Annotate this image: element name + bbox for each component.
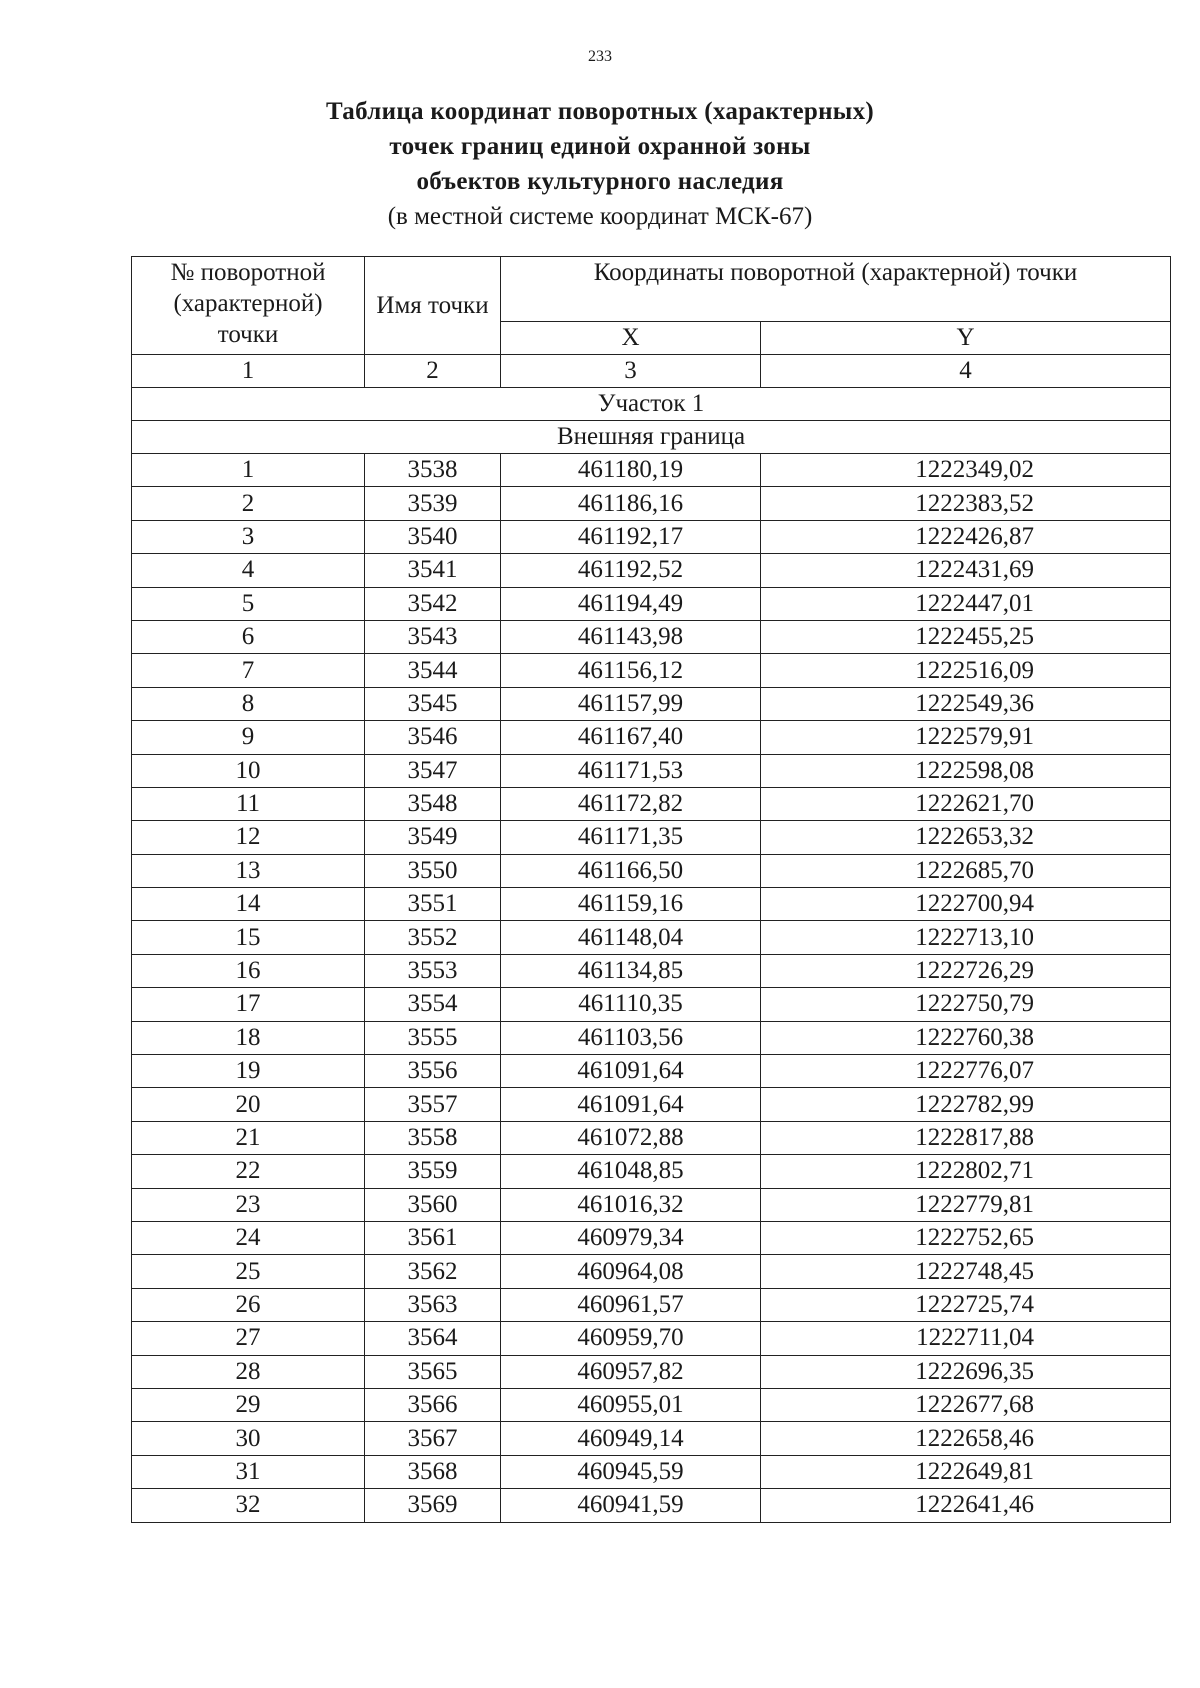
cell-point-number: 1 (132, 454, 365, 487)
cell-point-name: 3560 (365, 1188, 501, 1221)
cell-x: 461072,88 (501, 1121, 761, 1154)
table-row (132, 1088, 1171, 1121)
header-x: X (501, 322, 761, 355)
cell-y: 1222621,70 (761, 787, 1171, 820)
table-row (132, 1255, 1171, 1288)
cell-point-number: 19 (132, 1055, 365, 1088)
cell-y: 1222383,52 (761, 487, 1171, 520)
cell-y: 1222750,79 (761, 988, 1171, 1021)
cell-point-number: 27 (132, 1322, 365, 1355)
document-title (0, 94, 1200, 234)
cell-point-name: 3543 (365, 620, 501, 653)
cell-y: 1222641,46 (761, 1489, 1171, 1522)
cell-x: 461016,32 (501, 1188, 761, 1221)
cell-y: 1222649,81 (761, 1455, 1171, 1488)
cell-point-number: 4 (132, 554, 365, 587)
cell-y: 1222700,94 (761, 888, 1171, 921)
title-line-2: точек границ единой охранной зоны (389, 133, 811, 160)
cell-y: 1222549,36 (761, 687, 1171, 720)
cell-point-name: 3558 (365, 1121, 501, 1154)
cell-y: 1222598,08 (761, 754, 1171, 787)
cell-x: 461110,35 (501, 988, 761, 1021)
header-point-number-text: № поворотной (характерной) точки (170, 259, 326, 348)
cell-point-number: 29 (132, 1388, 365, 1421)
cell-x: 461180,19 (501, 454, 761, 487)
cell-y: 1222658,46 (761, 1422, 1171, 1455)
cell-point-number: 20 (132, 1088, 365, 1121)
cell-y: 1222653,32 (761, 821, 1171, 854)
table-row (132, 1021, 1171, 1054)
cell-point-name: 3552 (365, 921, 501, 954)
column-number-row (132, 355, 1171, 388)
cell-y: 1222776,07 (761, 1055, 1171, 1088)
cell-point-number: 3 (132, 520, 365, 553)
cell-point-name: 3546 (365, 721, 501, 754)
table-row (132, 1221, 1171, 1254)
cell-y: 1222426,87 (761, 520, 1171, 553)
cell-x: 461171,35 (501, 821, 761, 854)
cell-point-number: 12 (132, 821, 365, 854)
section-row (132, 388, 1171, 421)
cell-y: 1222685,70 (761, 854, 1171, 887)
cell-point-name: 3567 (365, 1422, 501, 1455)
cell-point-name: 3554 (365, 988, 501, 1021)
subsection-title: Внешняя граница (132, 421, 1171, 454)
table-row (132, 954, 1171, 987)
cell-point-number: 28 (132, 1355, 365, 1388)
cell-x: 460957,82 (501, 1355, 761, 1388)
cell-x: 461192,17 (501, 520, 761, 553)
table-row (132, 1155, 1171, 1188)
cell-point-number: 30 (132, 1422, 365, 1455)
cell-point-number: 7 (132, 654, 365, 687)
table-row (132, 1188, 1171, 1221)
cell-point-number: 13 (132, 854, 365, 887)
cell-x: 461103,56 (501, 1021, 761, 1054)
cell-y: 1222748,45 (761, 1255, 1171, 1288)
cell-point-number: 5 (132, 587, 365, 620)
table-row (132, 888, 1171, 921)
table-row (132, 1455, 1171, 1488)
cell-point-number: 25 (132, 1255, 365, 1288)
cell-point-name: 3562 (365, 1255, 501, 1288)
cell-point-number: 22 (132, 1155, 365, 1188)
cell-point-number: 23 (132, 1188, 365, 1221)
header-y: Y (761, 322, 1171, 355)
table-row (132, 1422, 1171, 1455)
table-row (132, 487, 1171, 520)
cell-x: 460979,34 (501, 1221, 761, 1254)
cell-y: 1222431,69 (761, 554, 1171, 587)
cell-y: 1222677,68 (761, 1388, 1171, 1421)
table-row (132, 821, 1171, 854)
cell-point-number: 11 (132, 787, 365, 820)
cell-point-name: 3559 (365, 1155, 501, 1188)
cell-point-name: 3555 (365, 1021, 501, 1054)
cell-point-name: 3551 (365, 888, 501, 921)
table-row (132, 554, 1171, 587)
cell-x: 461091,64 (501, 1055, 761, 1088)
cell-point-number: 26 (132, 1288, 365, 1321)
table-row (132, 754, 1171, 787)
cell-point-name: 3568 (365, 1455, 501, 1488)
cell-point-name: 3542 (365, 587, 501, 620)
cell-y: 1222579,91 (761, 721, 1171, 754)
cell-point-number: 31 (132, 1455, 365, 1488)
cell-point-name: 3548 (365, 787, 501, 820)
subsection-row (132, 421, 1171, 454)
table-row (132, 620, 1171, 653)
cell-y: 1222782,99 (761, 1088, 1171, 1121)
coordinates-table (131, 256, 1171, 1523)
cell-point-number: 6 (132, 620, 365, 653)
cell-point-name: 3566 (365, 1388, 501, 1421)
table-row (132, 854, 1171, 887)
cell-point-name: 3545 (365, 687, 501, 720)
cell-x: 461148,04 (501, 921, 761, 954)
header-coordinates: Координаты поворотной (характерной) точки (501, 257, 1171, 322)
cell-y: 1222455,25 (761, 620, 1171, 653)
cell-y: 1222725,74 (761, 1288, 1171, 1321)
cell-point-name: 3550 (365, 854, 501, 887)
table-row (132, 654, 1171, 687)
cell-point-number: 9 (132, 721, 365, 754)
cell-point-number: 32 (132, 1489, 365, 1522)
cell-x: 461172,82 (501, 787, 761, 820)
cell-y: 1222726,29 (761, 954, 1171, 987)
cell-x: 460941,59 (501, 1489, 761, 1522)
cell-point-name: 3553 (365, 954, 501, 987)
cell-x: 460961,57 (501, 1288, 761, 1321)
cell-y: 1222779,81 (761, 1188, 1171, 1221)
cell-y: 1222447,01 (761, 587, 1171, 620)
cell-x: 461194,49 (501, 587, 761, 620)
cell-y: 1222711,04 (761, 1322, 1171, 1355)
cell-x: 461156,12 (501, 654, 761, 687)
cell-x: 461166,50 (501, 854, 761, 887)
cell-point-name: 3547 (365, 754, 501, 787)
title-line-3: объектов культурного наследия (416, 168, 784, 195)
cell-point-name: 3538 (365, 454, 501, 487)
table-row (132, 1489, 1171, 1522)
cell-point-number: 8 (132, 687, 365, 720)
section-title: Участок 1 (132, 388, 1171, 421)
column-number: 1 (132, 355, 365, 388)
cell-y: 1222802,71 (761, 1155, 1171, 1188)
cell-point-name: 3564 (365, 1322, 501, 1355)
table-row (132, 1388, 1171, 1421)
column-number: 4 (761, 355, 1171, 388)
cell-point-number: 16 (132, 954, 365, 987)
table-row (132, 721, 1171, 754)
cell-x: 460945,59 (501, 1455, 761, 1488)
cell-point-number: 24 (132, 1221, 365, 1254)
table-row (132, 921, 1171, 954)
cell-point-number: 10 (132, 754, 365, 787)
cell-y: 1222696,35 (761, 1355, 1171, 1388)
table-row (132, 520, 1171, 553)
cell-point-name: 3565 (365, 1355, 501, 1388)
table-row (132, 1288, 1171, 1321)
header-point-name: Имя точки (365, 257, 501, 355)
cell-point-name: 3541 (365, 554, 501, 587)
cell-x: 460959,70 (501, 1322, 761, 1355)
cell-y: 1222713,10 (761, 921, 1171, 954)
cell-point-name: 3557 (365, 1088, 501, 1121)
table-row (132, 687, 1171, 720)
table-row (132, 1121, 1171, 1154)
cell-x: 461171,53 (501, 754, 761, 787)
cell-y: 1222760,38 (761, 1021, 1171, 1054)
cell-point-name: 3563 (365, 1288, 501, 1321)
cell-x: 461048,85 (501, 1155, 761, 1188)
table-row (132, 1055, 1171, 1088)
cell-point-name: 3569 (365, 1489, 501, 1522)
cell-point-number: 14 (132, 888, 365, 921)
cell-x: 461091,64 (501, 1088, 761, 1121)
header-point-number (132, 257, 365, 355)
table-row (132, 1355, 1171, 1388)
cell-x: 461159,16 (501, 888, 761, 921)
column-number: 2 (365, 355, 501, 388)
table-row (132, 787, 1171, 820)
cell-point-number: 17 (132, 988, 365, 1021)
cell-point-name: 3561 (365, 1221, 501, 1254)
table-row (132, 587, 1171, 620)
cell-point-name: 3539 (365, 487, 501, 520)
cell-x: 461186,16 (501, 487, 761, 520)
header-row (132, 257, 1171, 322)
cell-point-number: 18 (132, 1021, 365, 1054)
cell-y: 1222817,88 (761, 1121, 1171, 1154)
cell-x: 461157,99 (501, 687, 761, 720)
cell-point-number: 15 (132, 921, 365, 954)
cell-point-number: 21 (132, 1121, 365, 1154)
cell-x: 461192,52 (501, 554, 761, 587)
cell-x: 460949,14 (501, 1422, 761, 1455)
table-row (132, 1322, 1171, 1355)
cell-point-name: 3544 (365, 654, 501, 687)
column-number: 3 (501, 355, 761, 388)
cell-y: 1222349,02 (761, 454, 1171, 487)
title-line-1: Таблица координат поворотных (характерных) (325, 98, 875, 125)
cell-x: 461134,85 (501, 954, 761, 987)
cell-x: 460964,08 (501, 1255, 761, 1288)
cell-x: 461143,98 (501, 620, 761, 653)
cell-x: 460955,01 (501, 1388, 761, 1421)
cell-point-name: 3549 (365, 821, 501, 854)
cell-point-number: 2 (132, 487, 365, 520)
cell-point-name: 3540 (365, 520, 501, 553)
table-row (132, 454, 1171, 487)
table-row (132, 988, 1171, 1021)
cell-point-name: 3556 (365, 1055, 501, 1088)
cell-y: 1222516,09 (761, 654, 1171, 687)
cell-x: 461167,40 (501, 721, 761, 754)
cell-y: 1222752,65 (761, 1221, 1171, 1254)
title-subtitle: (в местной системе координат МСК-67) (387, 203, 813, 230)
page-number: 233 (588, 48, 612, 65)
